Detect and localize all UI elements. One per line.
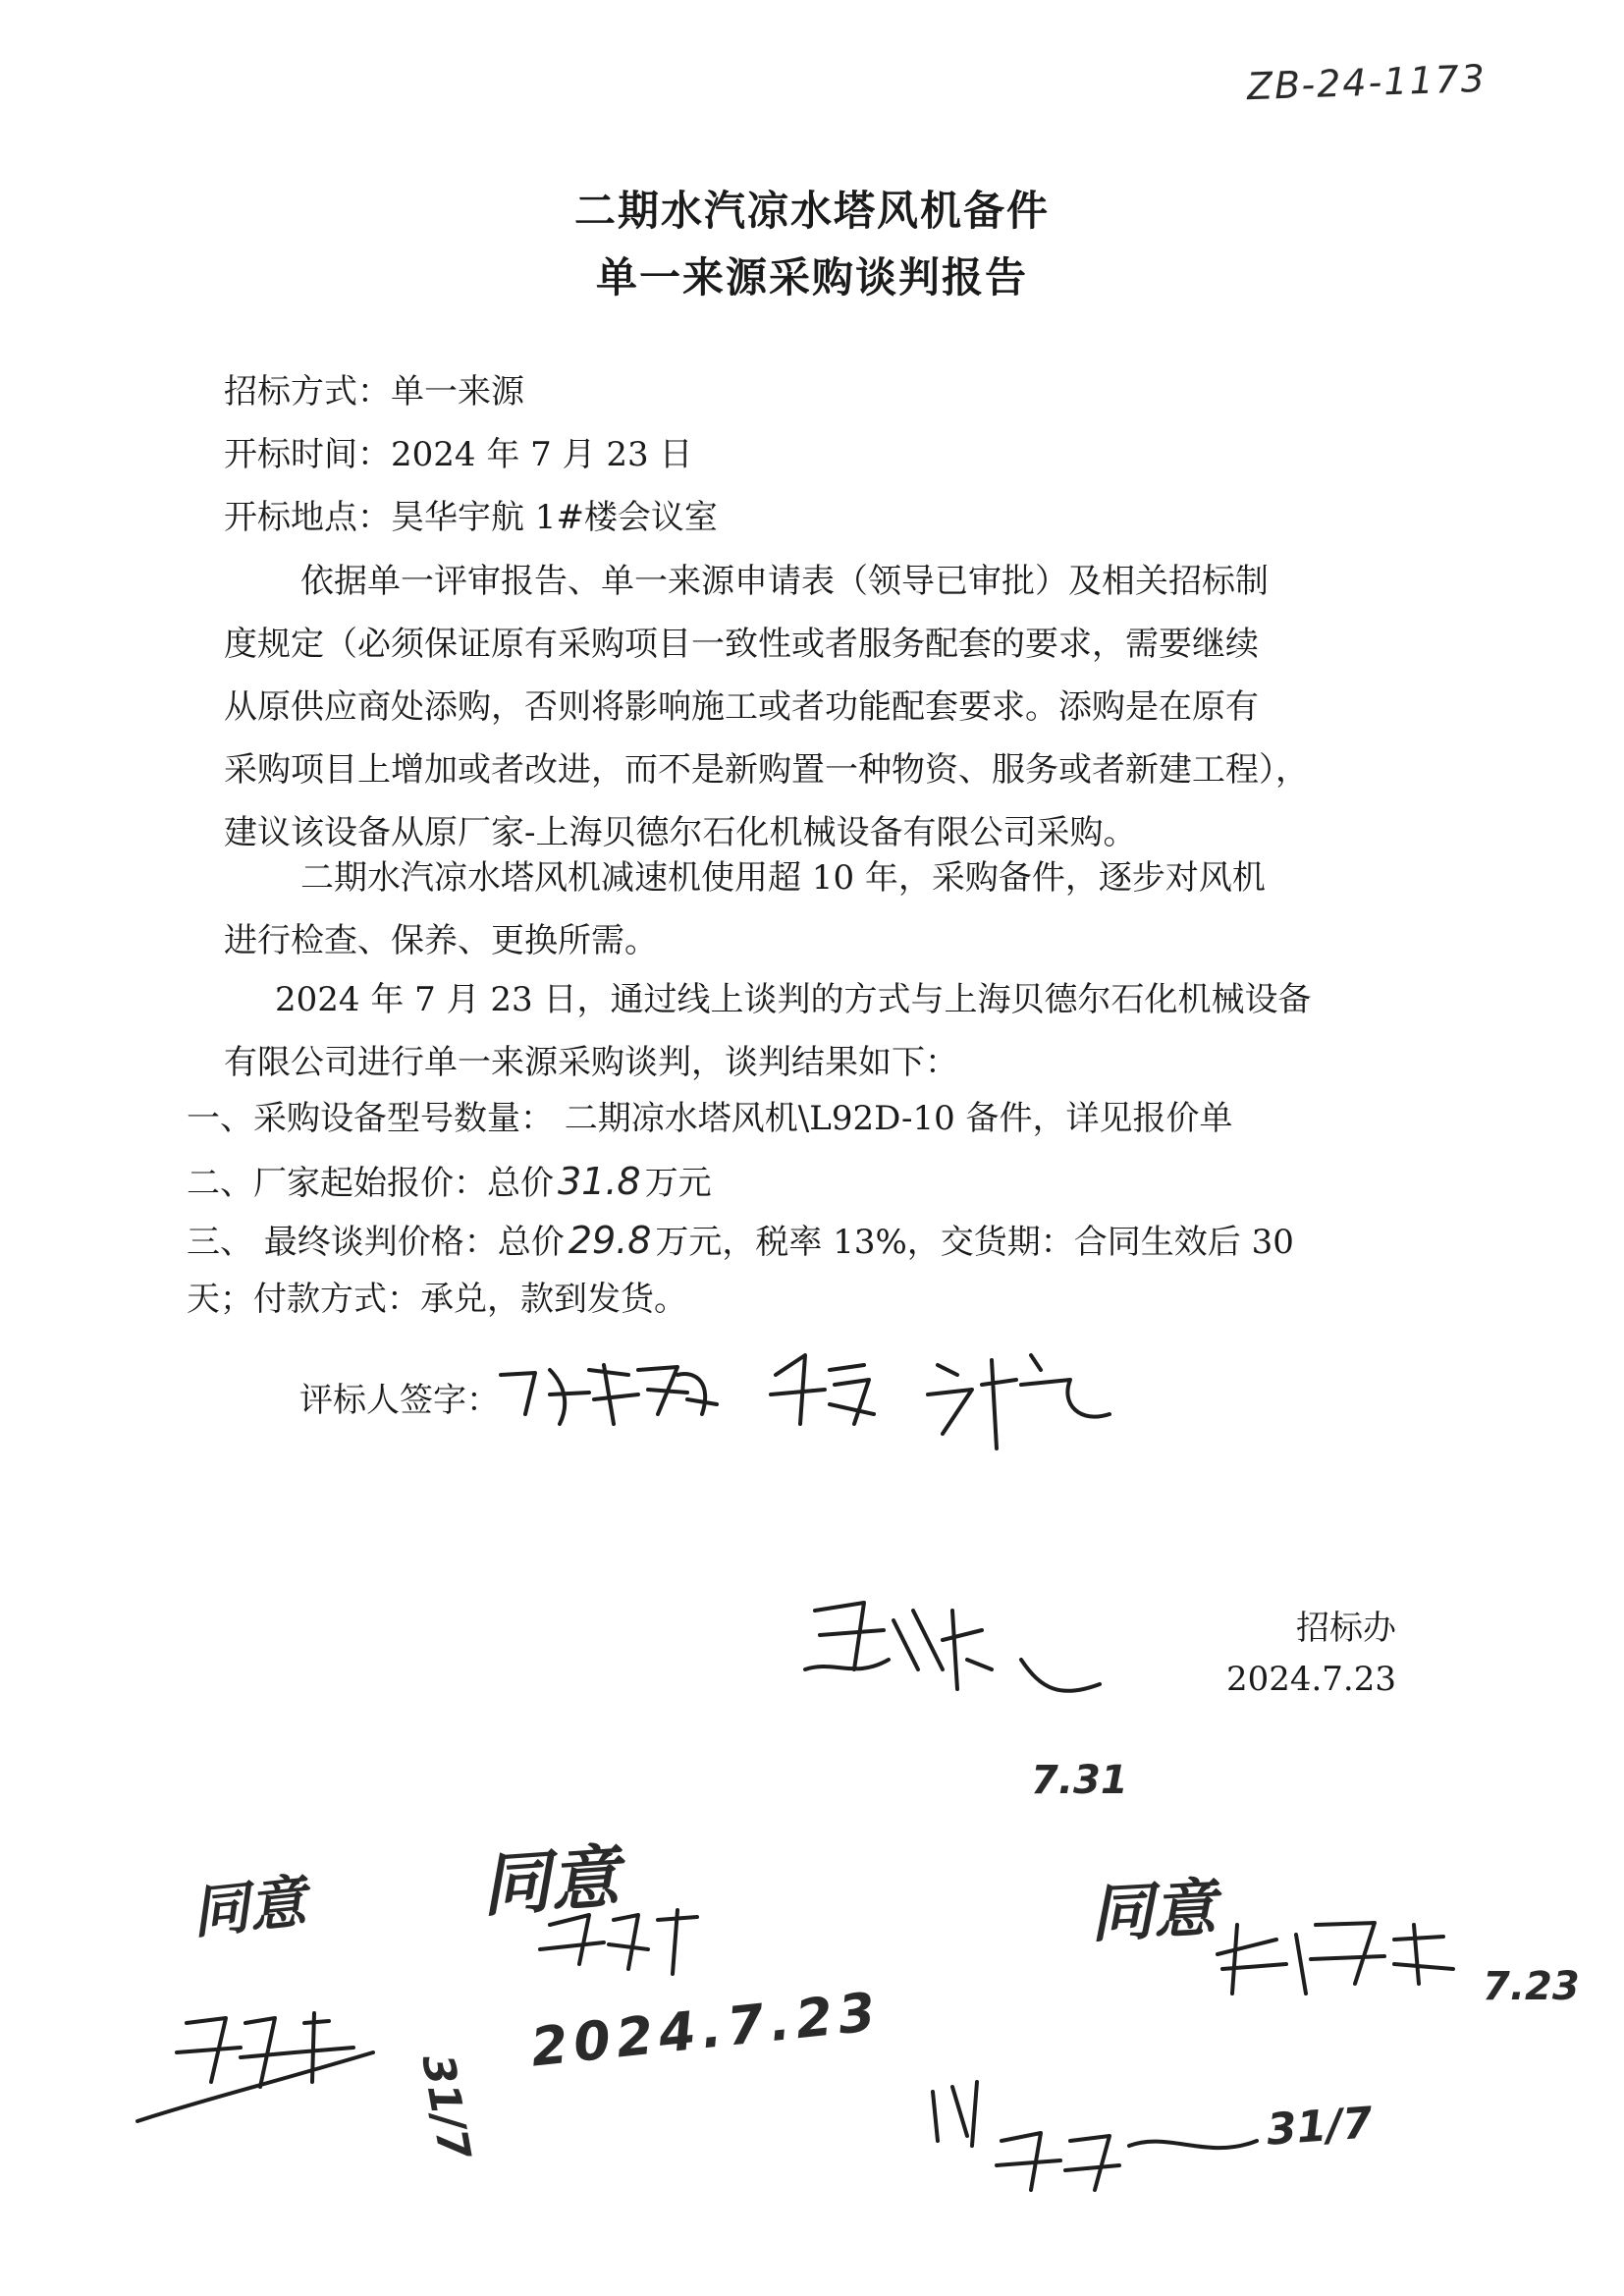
- department-signature-top: [805, 1603, 1100, 1691]
- department-signature-right: [1218, 1923, 1453, 1994]
- handwritten-date: 2024.7.23: [527, 1980, 885, 2079]
- bidding-office: 招标办: [1296, 1609, 1396, 1648]
- result-item-1: 一、采购设备型号数量： 二期凉水塔风机\L92D-10 备件，详见报价单: [187, 1099, 1233, 1138]
- evaluators-signature-label: 评标人签字：: [299, 1381, 500, 1420]
- item-unit: 万元: [644, 1164, 712, 1203]
- paragraph-line: 建议该设备从原厂家-上海贝德尔石化机械设备有限公司采购。: [224, 813, 1137, 852]
- evaluator-signature-1: [501, 1365, 717, 1424]
- info-label: 招标方式：: [224, 372, 391, 411]
- info-label: 开标地点：: [224, 498, 391, 537]
- department-signature-bottom-left: [137, 2013, 373, 2121]
- handwritten-date: 7.31: [1031, 1758, 1128, 1803]
- paragraph-line: 有限公司进行单一来源采购谈判，谈判结果如下：: [224, 1043, 958, 1082]
- item-detail: 万元，税率 13%，交货期：合同生效后 30: [655, 1223, 1294, 1262]
- paragraph-line: 度规定（必须保证原有采购项目一致性或者服务配套的要求，需要继续: [224, 625, 1259, 664]
- info-value: 昊华宇航 1#楼会议室: [391, 498, 718, 537]
- handwritten-start-price: 31.8: [558, 1160, 641, 1203]
- paragraph-line: 依据单一评审报告、单一来源申请表（领导已审批）及相关招标制: [300, 562, 1269, 601]
- handwritten-date: 31/7: [411, 2050, 480, 2164]
- result-item-3-line-2: 天；付款方式：承兑，款到发货。: [187, 1280, 687, 1319]
- department-signature-bottom-right: [933, 2082, 1257, 2190]
- handwritten-final-price: 29.8: [568, 1219, 652, 1262]
- paragraph-line: 从原供应商处添购，否则将影响施工或者功能配套要求。添购是在原有: [224, 687, 1259, 727]
- item-label: 三、 最终谈判价格：总价: [187, 1223, 565, 1262]
- item-label: 二、厂家起始报价：总价: [187, 1164, 554, 1203]
- handwritten-date: 31/7: [1265, 2098, 1375, 2156]
- info-label: 开标时间：: [224, 435, 391, 474]
- paragraph-line: 进行检查、保养、更换所需。: [224, 921, 658, 960]
- handwritten-approval: 同意: [478, 1836, 623, 1927]
- reference-number: ZB-24-1173: [1246, 56, 1488, 109]
- document-title-line-1: 二期水汽凉水塔风机备件: [573, 187, 1050, 235]
- bidding-office-date: 2024.7.23: [1225, 1660, 1396, 1699]
- handwritten-date: 7.23: [1483, 1964, 1580, 2009]
- paragraph-line: 二期水汽凉水塔风机减速机使用超 10 年，采购备件，逐步对风机: [300, 858, 1266, 898]
- info-value: 单一来源: [391, 372, 524, 411]
- department-signature-middle: [540, 1910, 697, 1974]
- evaluator-signature-3: [928, 1355, 1110, 1449]
- document-title-line-2: 单一来源采购谈判报告: [595, 253, 1028, 301]
- handwritten-approval: 同意: [1088, 1872, 1218, 1952]
- paragraph-line: 采购项目上增加或者改进，而不是新购置一种物资、服务或者新建工程），: [224, 750, 1309, 790]
- info-value: 2024 年 7 月 23 日: [391, 435, 693, 474]
- paragraph-line: 2024 年 7 月 23 日，通过线上谈判的方式与上海贝德尔石化机械设备: [275, 980, 1312, 1019]
- handwritten-approval: 同意: [189, 1868, 309, 1946]
- evaluator-signature-2: [771, 1355, 874, 1424]
